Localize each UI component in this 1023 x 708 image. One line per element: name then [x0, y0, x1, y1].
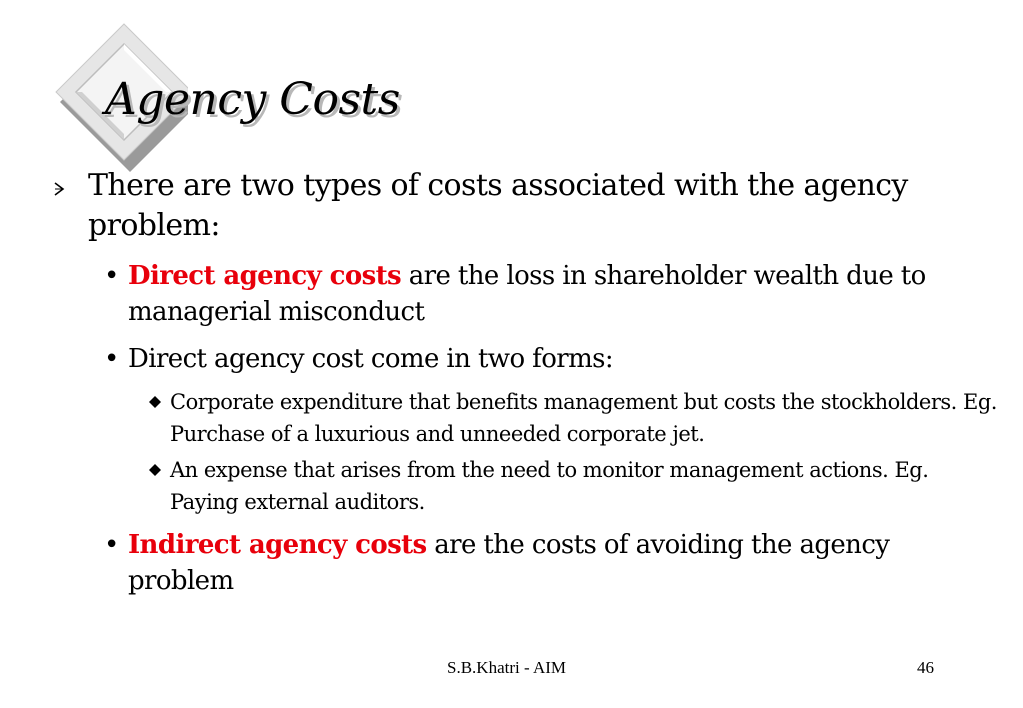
direct-costs-term: Direct agency costs	[128, 261, 402, 291]
round-bullet-icon: •	[104, 344, 120, 374]
slide-title: Agency Costs	[105, 74, 400, 125]
sub-bullet-form-1: Corporate expenditure that benefits management but costs the stockholders. Eg. Purchase of a luxurious and unneeded corporate jet.	[170, 390, 997, 446]
bullet-direct-costs	[128, 258, 988, 330]
footer-author: S.B.Khatri - AIM	[447, 658, 566, 677]
round-bullet-icon: •	[104, 261, 120, 291]
diamond-bullet-icon	[149, 396, 161, 408]
indirect-costs-term: Indirect agency costs	[128, 530, 427, 560]
sub-bullet-form-2: An expense that arises from the need to monitor management actions. Eg. Paying external auditors.	[170, 458, 929, 514]
diamond-bullet-icon	[149, 464, 161, 476]
bullet-intro: There are two types of costs associated with the agency problem:	[88, 168, 908, 243]
page-number: 46	[917, 658, 934, 677]
indirect-costs-definition: are the costs of avoiding the agency problem	[128, 530, 890, 596]
round-bullet-icon: •	[104, 530, 120, 560]
arrowhead-bullet-icon	[50, 180, 68, 198]
bullet-two-forms: Direct agency cost come in two forms:	[128, 344, 614, 374]
bullet-indirect-costs	[128, 527, 988, 599]
direct-costs-definition: are the loss in shareholder wealth due to managerial misconduct	[128, 261, 926, 327]
